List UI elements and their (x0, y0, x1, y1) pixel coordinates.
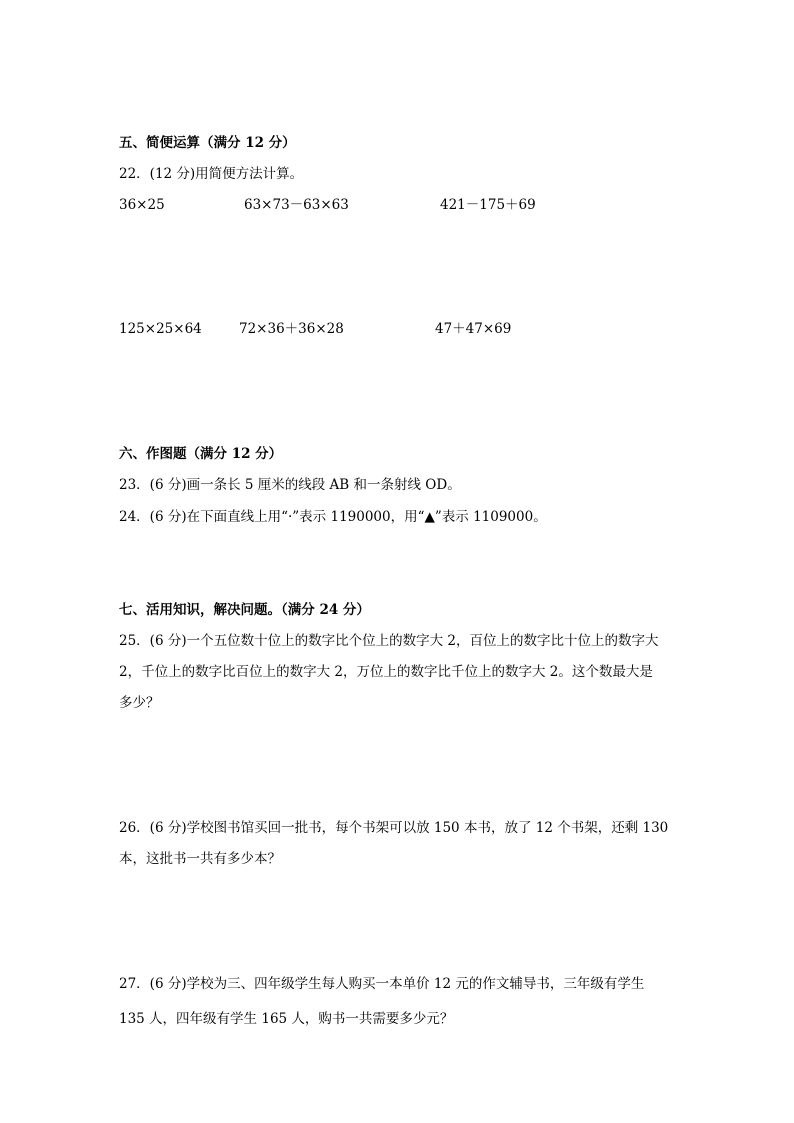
question-25-line-1: 25．(6 分)一个五位数十位上的数字比个位上的数字大 2，百位上的数字比十位上的数字大 (119, 633, 659, 649)
section-7-heading: 七、活用知识，解决问题。（满分 24 分） (119, 602, 370, 618)
question-25-line-3: 多少？ (119, 695, 160, 711)
section-5-heading: 五、简便运算（满分 12 分） (119, 135, 296, 151)
question-23: 23．(6 分)画一条长 5 厘米的线段 AB 和一条射线 OD。 (119, 477, 461, 493)
expression-47+47x69: 47＋47×69 (435, 321, 512, 337)
question-25-line-2: 2，千位上的数字比百位上的数字大 2，万位上的数字比千位上的数字大 2。这个数最大是 (119, 664, 653, 680)
question-27-line-2: 135 人，四年级有学生 165 人，购书一共需要多少元？ (119, 1011, 454, 1027)
question-26-line-2: 本，这批书一共有多少本？ (119, 851, 281, 867)
question-24: 24．(6 分)在下面直线上用“·”表示 1190000，用“▲”表示 1109000。 (119, 509, 547, 525)
expression-63x73-63x63: 63×73－63×63 (244, 197, 349, 213)
expression-125x25x64: 125×25×64 (119, 321, 202, 337)
expression-72x36+36x28: 72×36＋36×28 (239, 321, 344, 337)
question-26-line-1: 26．(6 分)学校图书馆买回一批书，每个书架可以放 150 本书，放了 12 个书架，还剩 130 (119, 820, 669, 836)
section-6-heading: 六、作图题（满分 12 分） (119, 446, 283, 462)
question-27-line-1: 27．(6 分)学校为三、四年级学生每人购买一本单价 12 元的作文辅导书，三年级有学生 (119, 976, 645, 992)
question-22: 22．(12 分)用简便方法计算。 (119, 166, 304, 182)
expression-36x25: 36×25 (119, 197, 165, 213)
expression-421-175+69: 421－175＋69 (440, 197, 536, 213)
